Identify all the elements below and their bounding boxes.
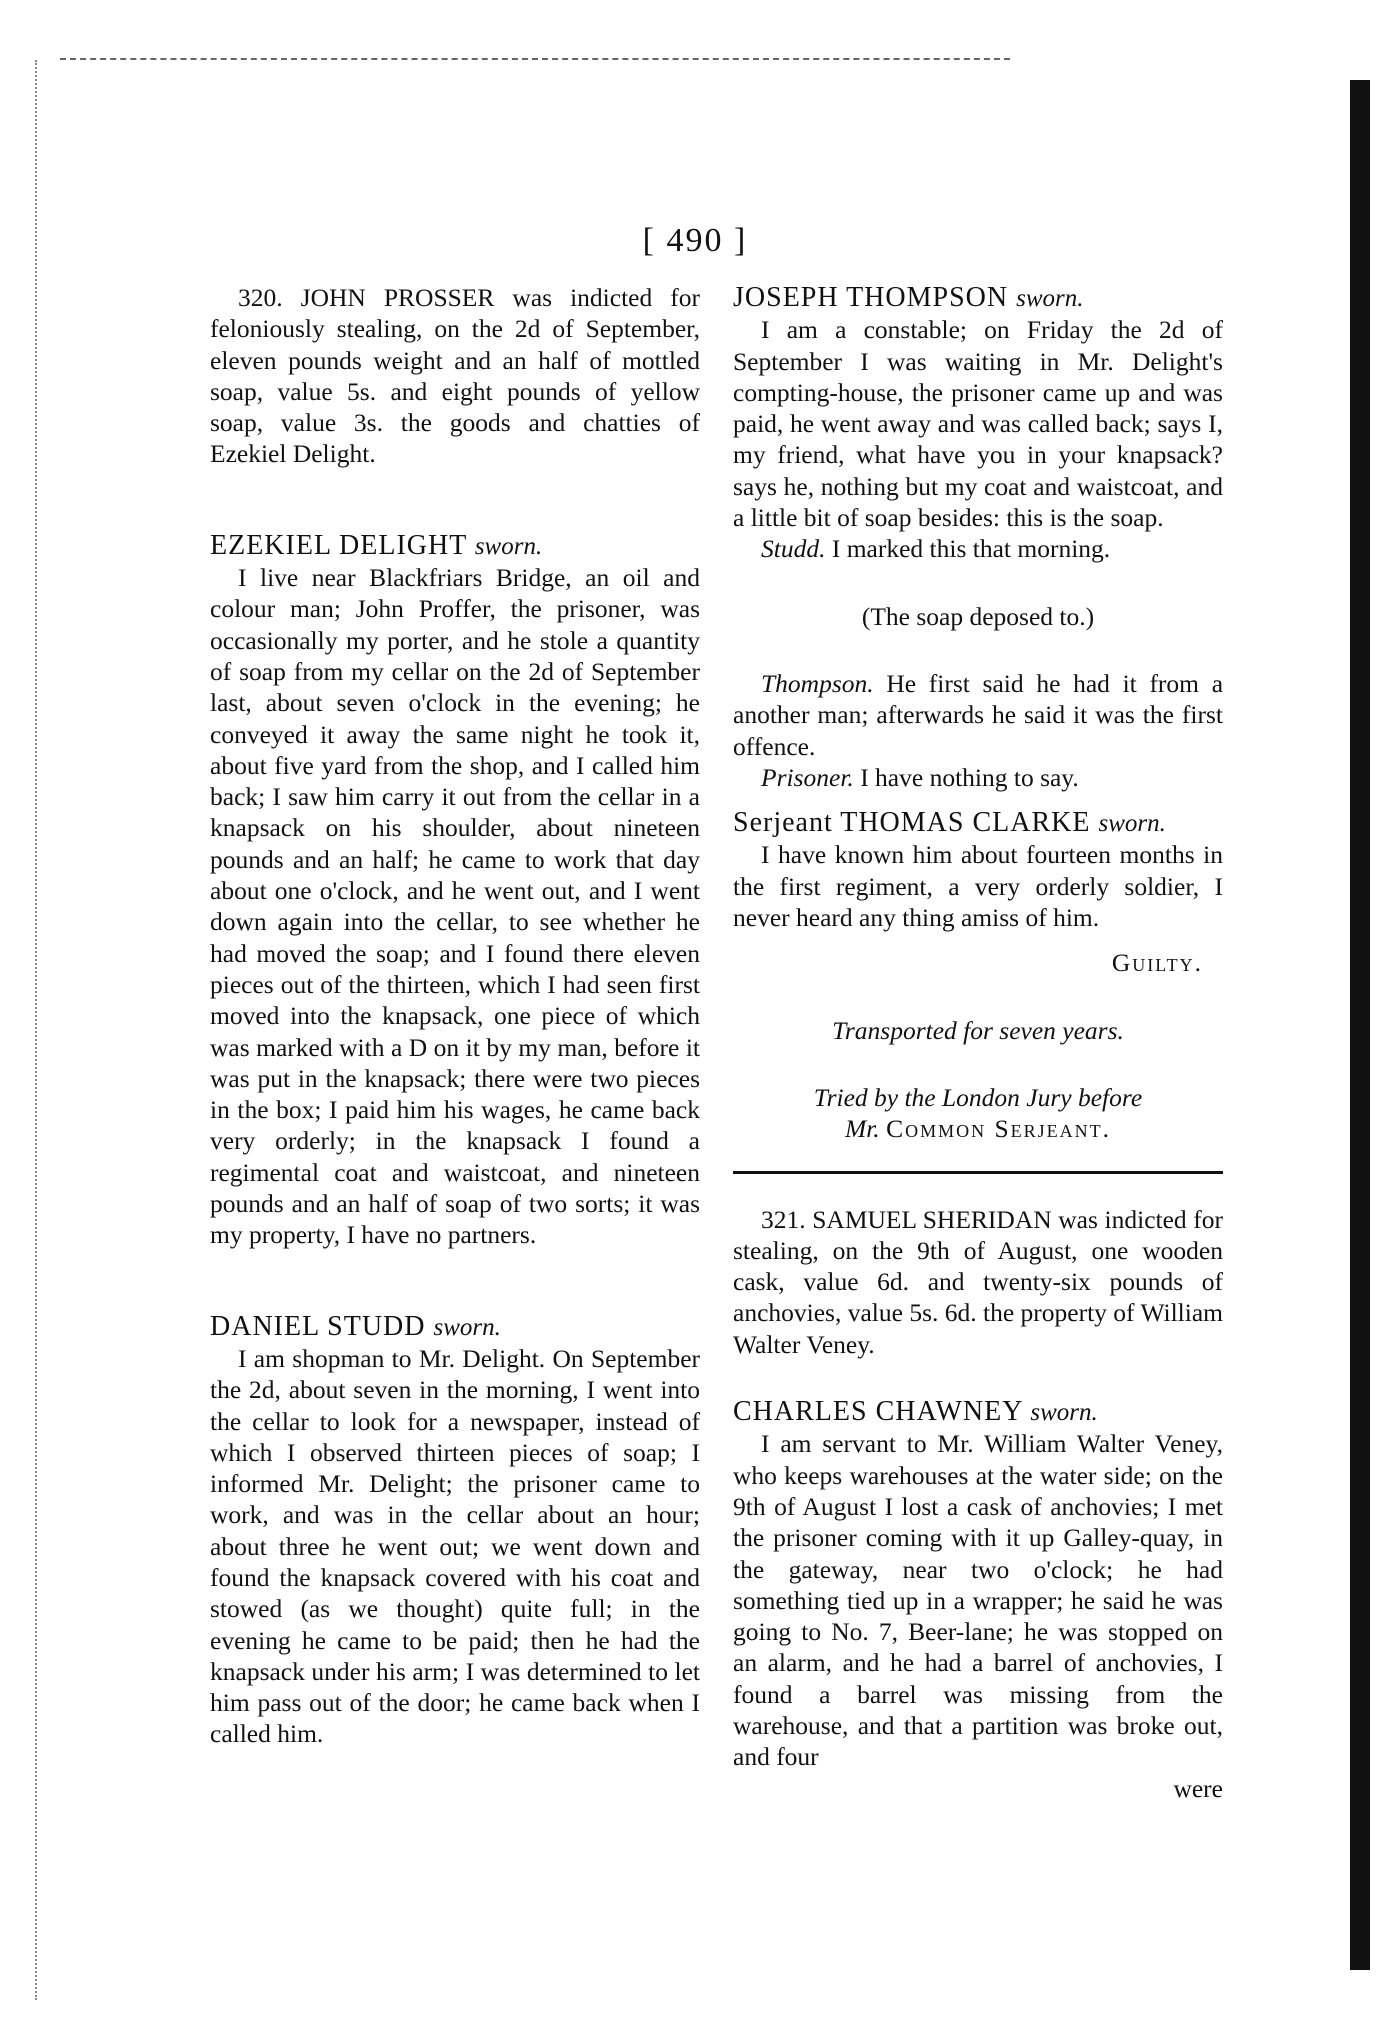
soap-deposed-note: (The soap deposed to.) xyxy=(861,601,1095,631)
sworn-label: sworn. xyxy=(1098,810,1166,838)
testimony-studd: I am shopman to Mr. Delight. On September the 2d, about seven in the morning, I went into the cellar to look for a newspaper, instead of which I observed thirteen pieces of soap; I informed Mr. Delight; the prisoner came to work, and was in the cellar about an hour; about three he went out; we went down and found the knapsack covered with his coat and stowed (as we thought) quite full; in the evening he came to be paid; then he had the knapsack under his arm; I was determined to let him pass out of the door; he came back when I called him. xyxy=(210,1343,700,1749)
sworn-label: sworn. xyxy=(1016,285,1084,312)
speaker-line: I marked this that morning. xyxy=(831,534,1111,564)
testimony-delight: I live near Blackfriars Bridge, an oil and colour man; John Proffer, the prisoner, was occasionally my porter, and he stole a quantity of soap from my cellar on the 2d of September last, about seven o'clock in the evening; he conveyed it away the same night he took it, about five yard from the shop, and I called him back; I saw him carry it out from the cellar in a knapsack on his shoulder, about nineteen pounds and an half; he came to work that day about one o'clock, and he went out, and I went down again into the cellar, to see whether he had moved the soap; and I found there eleven pieces out of the thirteen, which I had seen first moved into the knapsack, one piece of which was marked with a D on it by my man, before it was put in the knapsack; there were two pieces in the box; I paid him his wages, he came back very orderly; in the knapsack I found a regimental coat and waistcoat, and nineteen pounds and an half of soap of two sorts; it was my property, I have no partners. xyxy=(210,563,700,1250)
sworn-label: sworn. xyxy=(433,1313,501,1341)
testimony-chawney: I am servant to Mr. William Walter Veney, who keeps warehouses at the water side; on the 9th of August I lost a cask of anchovies; I met the prisoner coming with it up Galley-quay, in the gateway, near two o'clock; he had something tied up in a wrapper; he said he was going to No. 7, Beer-lane; he was stopped on an alarm, and he had a barrel of anchovies, I found a barrel was missing from the warehouse, and that a partition was broke out, and four xyxy=(733,1429,1223,1772)
speaker-label: Prisoner. xyxy=(761,762,854,792)
verdict: Guilty. xyxy=(1111,948,1203,978)
thompson-remark xyxy=(733,668,1223,762)
tried-by-mr: Mr. xyxy=(844,1114,880,1144)
testimony-clarke: I have known him about fourteen months in the first regiment, a very orderly soldier, I never heard any thing amiss of him. xyxy=(733,840,1223,933)
sentence: Transported for seven years. xyxy=(832,1015,1124,1045)
case-divider xyxy=(733,1171,1223,1174)
speaker-line: He first said he had it from a another man; afterwards he said it was the first offence. xyxy=(733,668,1224,761)
witness-heading-studd xyxy=(210,1311,700,1343)
speaker-line: I have nothing to say. xyxy=(860,762,1079,792)
right-binding-shadow xyxy=(1350,80,1370,1970)
witness-heading-clarke xyxy=(733,807,1223,839)
witness-name: Serjeant THOMAS CLARKE xyxy=(733,807,1091,839)
witness-heading-thompson xyxy=(733,282,1223,314)
tried-by-name: Common Serjeant. xyxy=(886,1114,1112,1144)
case-321-intro: 321. SAMUEL SHERIDAN was indicted for stealing, on the 9th of August, one wooden cask, value 6d. and twenty-six pounds of anchovies, value 5s. 6d. the property of William Walter Veney. xyxy=(733,1204,1223,1359)
studd-remark xyxy=(733,533,1223,564)
catchword: were xyxy=(1173,1773,1223,1803)
case-320-intro: 320. JOHN PROSSER was indicted for feloniously stealing, on the 2d of September, eleven pounds weight and an half of mottled soap, value 5s. and eight pounds of yellow soap, value 3s. the goods and chatties of Ezekiel Delight. xyxy=(210,283,700,469)
speaker-label: Studd. xyxy=(761,534,826,564)
witness-name: DANIEL STUDD xyxy=(210,1310,426,1342)
sworn-label: sworn. xyxy=(474,532,543,560)
prisoner-remark xyxy=(733,762,1223,793)
witness-heading-delight xyxy=(210,530,700,562)
speaker-label: Thompson. xyxy=(761,668,874,698)
witness-name: CHARLES CHAWNEY xyxy=(733,1396,1023,1428)
witness-heading-chawney xyxy=(733,1396,1223,1428)
sworn-label: sworn. xyxy=(1030,1399,1098,1427)
witness-name: EZEKIEL DELIGHT xyxy=(210,529,467,561)
left-scan-edge xyxy=(35,60,37,2000)
page-number: [ 490 ] xyxy=(642,222,748,259)
left-column xyxy=(210,282,700,1750)
right-column xyxy=(733,282,1223,1804)
witness-name: JOSEPH THOMPSON xyxy=(733,282,1009,313)
top-scan-edge xyxy=(60,58,1010,60)
tried-by-line: Tried by the London Jury before xyxy=(813,1082,1143,1112)
testimony-thompson: I am a constable; on Friday the 2d of September I was waiting in Mr. Delight's compting-house, the prisoner came up and was paid, he went away and was called back; says I, my friend, what have you in your knapsack? says he, nothing but my coat and waistcoat, and a little bit of soap besides: this is the soap. xyxy=(733,315,1223,533)
tried-by-judge xyxy=(733,1113,1223,1144)
